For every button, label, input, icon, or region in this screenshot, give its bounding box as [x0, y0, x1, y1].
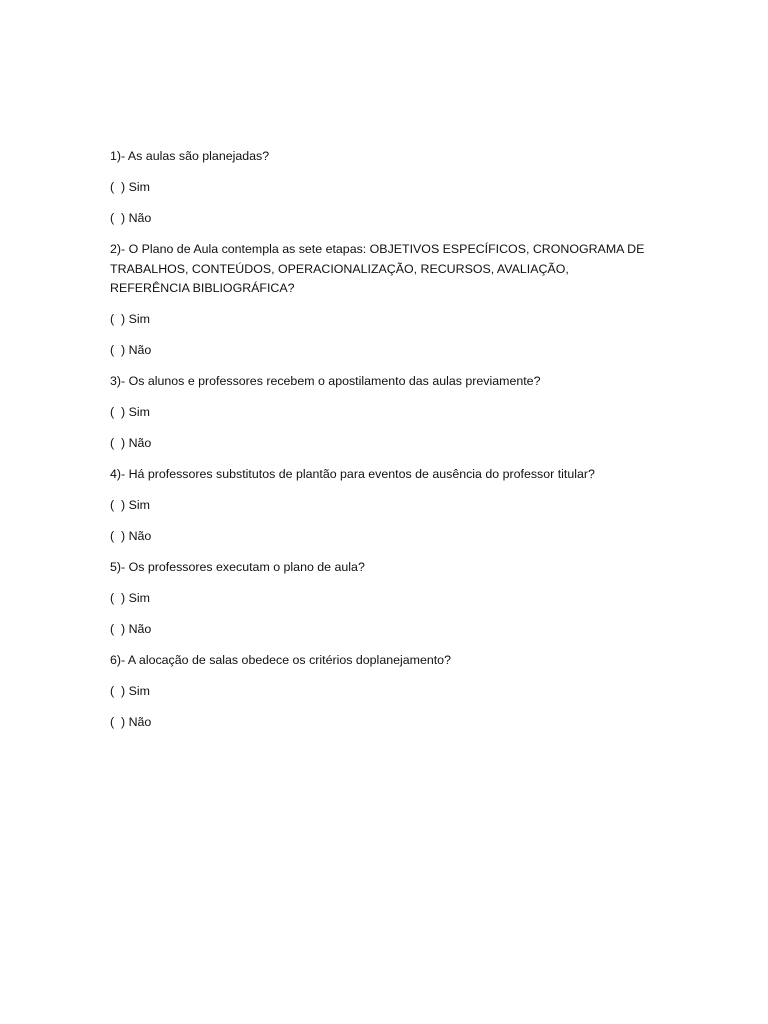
question-3-option-nao: ( ) Não	[110, 436, 152, 450]
question-1-text: 1)- As aulas são planejadas?	[110, 149, 270, 163]
question-2-text: 2)- O Plano de Aula contempla as sete etapas: OBJETIVOS ESPECÍFICOS, CRONOGRAMA DE TRABALHOS, CONTEÚDOS, OPERACIONALIZAÇÃO, RECURSOS, AVALIAÇÃO, REFERÊNCIA BIBLIOGRÁFICA?	[110, 242, 645, 295]
questionnaire	[110, 147, 650, 744]
question-2-option-nao: ( ) Não	[110, 343, 152, 357]
question-1-option-nao: ( ) Não	[110, 211, 152, 225]
question-4-option-nao: ( ) Não	[110, 529, 152, 543]
question-6-option-nao: ( ) Não	[110, 715, 152, 729]
question-5-option-nao: ( ) Não	[110, 622, 152, 636]
question-6-option-sim: ( ) Sim	[110, 684, 150, 698]
question-2-option-sim: ( ) Sim	[110, 312, 150, 326]
question-1-option-sim: ( ) Sim	[110, 180, 150, 194]
question-4-text: 4)- Há professores substitutos de plantão para eventos de ausência do professor titular?	[110, 467, 595, 481]
question-3-option-sim: ( ) Sim	[110, 405, 150, 419]
question-6-text: 6)- A alocação de salas obedece os critérios doplanejamento?	[110, 653, 451, 667]
question-5-option-sim: ( ) Sim	[110, 591, 150, 605]
question-4-option-sim: ( ) Sim	[110, 498, 150, 512]
question-5-text: 5)- Os professores executam o plano de aula?	[110, 560, 365, 574]
question-3-text: 3)- Os alunos e professores recebem o apostilamento das aulas previamente?	[110, 374, 541, 388]
